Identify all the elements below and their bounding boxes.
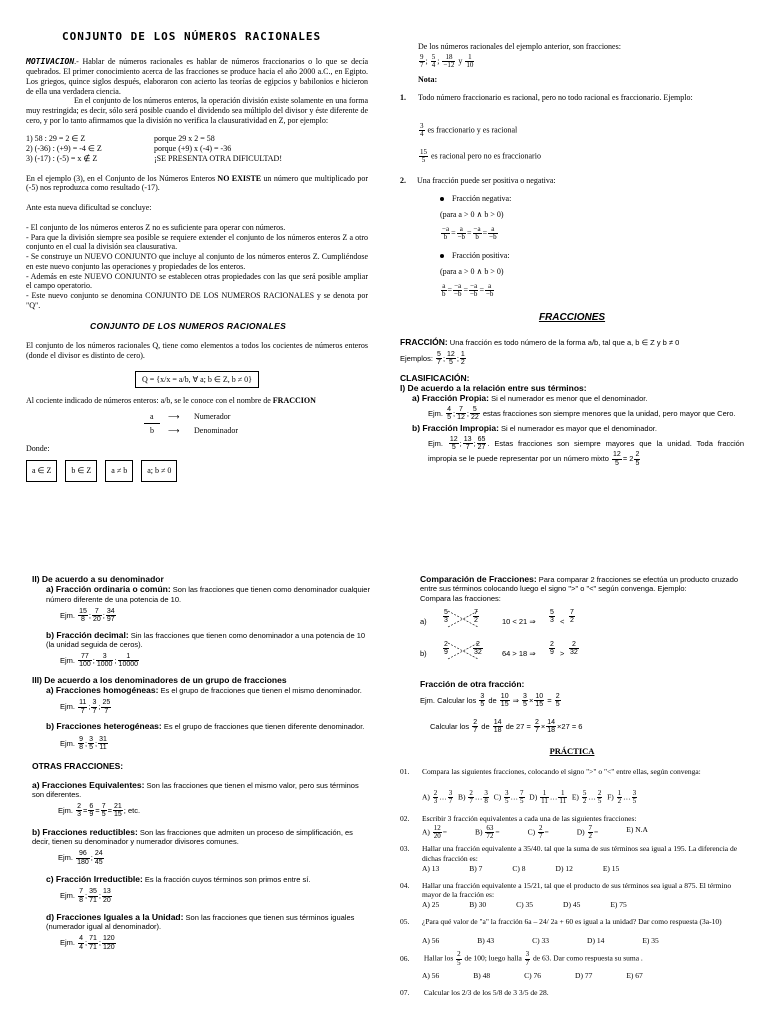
example-3: 3) (-17) : (-5) = x ∉ Z — [26, 153, 98, 163]
exercise-02-options: A) $\frac{12}{20}$ = B) $\frac{63}{72}$ = C) $\frac{2}{7}$ = D) $\frac{7}{2}$ = E) N.A — [422, 823, 648, 841]
cross-arrows-icon — [446, 639, 482, 663]
decimal-label: b) Fracción decimal: — [46, 629, 129, 640]
homogeneas-def: Es el grupo de fracciones que tienen el mismo denominador. — [158, 686, 362, 696]
fraction-parts-diagram — [26, 412, 368, 440]
irreductible-example: Ejm. $\frac{7}{8}$ ; $\frac{35}{71}$ ; $\frac{13}{20}$ — [60, 888, 111, 904]
option: A) 56 — [422, 936, 440, 946]
paragraph-no-existe — [26, 174, 368, 194]
option: D) 77 — [575, 970, 593, 980]
irreductible-block — [46, 874, 372, 904]
paragraph-division: En el conjunto de los números enteros, la operación división existe solamente en una forma muy restringida; es decir, sólo será posible cuando el dividendo sea múltiplo del divisor y éste diferente de cero, y por lo tanto afirmamos que la división no verifica la clausuratividad en Z, por ejemplo: — [26, 96, 368, 125]
otra-ej-label: Ejm. Calcular los — [420, 695, 477, 705]
example-2: 2) (-36) : (+9) = -4 ∈ Z — [26, 143, 102, 153]
numerator-letter: a — [150, 412, 154, 422]
irreductible-label: c) Fracción Irreductible: — [46, 873, 143, 884]
de-text: de — [481, 721, 490, 731]
heterogeneas-def: Es el grupo de fracciones que tienen diferente denominador. — [161, 722, 365, 732]
comparison-b-label: b) — [420, 648, 427, 658]
example-2-reason: porque (+9) x (-4) = -36 — [154, 143, 232, 153]
set-definition-wrap — [26, 371, 368, 389]
exercise-01-text: Compara las siguientes fracciones, colocando el signo ">" o "<" entre ellas, según convenga: — [422, 766, 701, 776]
bullet-icon — [440, 254, 444, 258]
heterogeneas-label: b) Fracciones heterogéneas: — [46, 721, 162, 732]
section-subtitle: CONJUNTO DE LOS NUMEROS RACIONALES — [90, 320, 287, 331]
note-2-text: Una fracción puede ser positiva o negativa: — [417, 176, 556, 186]
left-bottom-column — [32, 574, 372, 951]
negative-equation: $\frac{-a}{b}$ = $\frac{a}{-b}$ = $\frac{-a}{b}$ = $\frac{a}{-b}$ — [442, 224, 497, 241]
homogeneas-example: Ejm. $\frac{11}{7}$ ; $\frac{3}{7}$ ; $\frac{25}{7}$ — [60, 699, 111, 715]
comparison-b-text: 64 > 18 ⇒ — [502, 648, 536, 658]
exercise-04-text: Hallar una fracción equivalente a 15/21, tal que el producto de sus términos sea igual a 875. El término mayor de la fracción es: — [422, 880, 732, 899]
note-2-number: 2. — [400, 176, 406, 186]
heterogeneas-block — [46, 721, 372, 751]
intro-fractions: $\frac{9}{7}$ ; $\frac{5}{4}$ ; $\frac{18}{-12}$ y $\frac{1}{10}$ — [420, 52, 474, 70]
option: D) 45 — [563, 899, 581, 909]
ejm-label: Ejm. — [428, 438, 443, 448]
exercise-04-options — [422, 900, 744, 909]
exercise-02 — [400, 814, 744, 823]
exercise-number: 07. — [400, 988, 410, 998]
exercise-number: 04. — [400, 880, 410, 890]
fraccion-definition — [400, 337, 744, 347]
comparison-a-label: a) — [420, 616, 427, 626]
ejemplos-label: Ejemplos: — [400, 353, 433, 363]
ordinaria-def: Son las fracciones que tienen como denominador cualquier número diferente de una potencia de 10. — [46, 585, 370, 604]
denominator-label: Denominador — [194, 426, 238, 436]
condition-box-2: b ∈ Z — [65, 460, 97, 482]
equivalentes-label: a) Fracciones Equivalentes: — [32, 779, 145, 790]
impropia-example-text: . Estas fracciones son siempre mayores que la unidad. Toda fracción impropia se le puede representar por un número mixto — [428, 438, 744, 464]
exercise-02-text: Escribir 3 fracción equivalentes a cada una de las siguientes fracciones: — [422, 813, 637, 823]
unidad-label: d) Fracciones Iguales a la Unidad: — [46, 911, 184, 922]
note-1-example-b: $\frac{15}{5}$ es racional pero no es fraccionario — [420, 147, 541, 164]
propia-label: a) Fracción Propia: — [412, 393, 489, 404]
arrow-icon: ⟶ — [168, 426, 180, 436]
option: C) 76 — [524, 970, 542, 980]
reductibles-label: b) Fracciones reductibles: — [32, 826, 138, 837]
practica-heading: PRÁCTICA — [549, 746, 595, 757]
exercise-05-options — [422, 936, 744, 945]
clasificacion-1-heading: I) De acuerdo a la relación entre sus términos: — [400, 383, 587, 394]
reductibles-block — [32, 827, 372, 866]
decimal-example: Ejm. $\frac{77}{100}$ ; $\frac{3}{1000}$ ; $\frac{1}{10000}$ — [60, 653, 139, 669]
conclusion-2: - Para que la división siempre sea posible se requiere extender el conjunto de los números enteros Z a otro conjunto en el cual la división sea clausurativa. — [26, 232, 368, 252]
note-1b-text: es racional pero no es fraccionario — [431, 151, 541, 161]
denominator-letter: b — [150, 426, 154, 436]
reductibles-example: Ejm. $\frac{96}{180}$ ; $\frac{24}{45}$ — [58, 850, 103, 866]
numerator-label: Numerador — [194, 412, 231, 422]
exercise-03-options — [422, 864, 744, 873]
impropia-def: Si el numerador es mayor que el denominador. — [498, 424, 657, 434]
exercise-06-text-b: de 100; luego halla — [464, 953, 522, 963]
fractions-intro: De los números racionales del ejemplo anterior, son fracciones: — [418, 42, 621, 51]
exercise-06-text-c: de 63. Dar como respuesta su suma . — [533, 953, 643, 963]
conditions-boxes — [26, 460, 368, 482]
equivalentes-def: Son las fracciones que tienen el mismo valor, pero sus términos son diferentes. — [32, 780, 359, 799]
example-1-reason: porque 29 x 2 = 58 — [154, 133, 215, 143]
positive-fraction — [440, 251, 744, 261]
ejm-label: Ejm. — [58, 853, 73, 863]
exercise-03-text: Hallar una fracción equivalente a 35/40. tal que la suma de sus términos sea igual a 195. La diferencia de dichas fracción es: — [422, 844, 738, 863]
positive-condition: (para a > 0 ∧ b > 0) — [440, 267, 504, 276]
heterogeneas-example: Ejm. $\frac{9}{8}$ ; $\frac{3}{5}$ ; $\frac{31}{11}$ — [60, 735, 107, 751]
fraction-bar — [144, 423, 160, 424]
note-1 — [400, 93, 744, 103]
exercise-05-text: ¿Para qué valor de "a" la fracción 6a – 24/ 2a + 60 es igual a la unidad? Dar como respuesta (3a-10) — [422, 916, 722, 926]
option: D) 14 — [587, 936, 605, 946]
set-definition-box: Q = {x/x = a/b, ∀ a; b ∈ Z, b ≠ 0} — [135, 371, 259, 389]
option: D) 12 — [555, 863, 573, 873]
exercise-05 — [400, 917, 744, 926]
exercise-04 — [400, 880, 744, 899]
exercise-01-options: A) $\frac{2}{3}$ … $\frac{3}{7}$ B) $\frac{2}{7}$ … $\frac{3}{8}$ C) $\frac{3}{5}$ … $\frac{7}{5}$ D) $\frac{1}{11}$ … $\frac{1}{11}$ E) $\frac{5}{2}$ … $\frac{2}{5}$ F) $\frac{1}{2}$ … $\frac{3}{5}$ — [422, 788, 637, 806]
clasificacion-heading: CLASIFICACIÓN: — [400, 372, 470, 383]
ejm-label: Ejm. — [428, 408, 443, 418]
p3-bold: NO EXISTE — [217, 173, 262, 183]
negative-condition: (para a > 0 ∧ b > 0) — [440, 209, 504, 219]
bullet-icon — [440, 197, 444, 201]
option: E) 15 — [602, 863, 620, 873]
ejm-label: Ejm. — [60, 738, 75, 748]
impropia-example: Ejm. $\frac{12}{5}$ ; $\frac{13}{7}$ ; $\frac{65}{27}$ . Estas fracciones son siempre mayores que la unidad. Toda fracción impropia se le puede representar por un número mixto $\frac{12}{5}$ = 2 $\frac{2}{5}$ — [428, 435, 744, 467]
left-top-column — [26, 30, 368, 482]
conclusion-5: - Este nuevo conjunto se denomina CONJUNTO DE LOS NUMEROS RACIONALES y se denota por "Q". — [26, 291, 368, 310]
p6-bold: FRACCION — [272, 396, 316, 406]
exercise-number: 02. — [400, 813, 410, 823]
option: A) 13 — [422, 863, 440, 873]
compara-label: Compara las fracciones: — [420, 593, 501, 603]
otra-fraccion-example-1: Ejm. Calcular los $\frac{3}{5}$ de $\frac{10}{15}$ ⇒ $\frac{3}{5}$ × $\frac{10}{15}$ = $\frac{2}{5}$ — [420, 693, 560, 709]
condition-box-3: a ≠ b — [105, 460, 133, 482]
fraccion-examples: Ejemplos: $\frac{5}{7}$ ; $\frac{12}{5}$ ; $\frac{1}{2}$ — [400, 350, 465, 367]
comparacion-def: Para comparar 2 fracciones se efectúa un producto cruzado entre sus términos colocando luego el signo ">" o "<" según convenga. Ejemplo: — [420, 575, 739, 594]
impropia-label: b) Fracción Impropia: — [412, 423, 499, 434]
equivalentes-block — [32, 780, 372, 819]
donde-label: Donde: — [26, 444, 50, 454]
note-1-text: Todo número fraccionario es racional, pero no todo racional es fraccionario. Ejemplo: — [418, 93, 693, 103]
comparison-a-text: 10 < 21 ⇒ — [502, 616, 536, 626]
impropia-heading — [412, 423, 744, 433]
page-title: CONJUNTO DE LOS NÚMEROS RACIONALES — [62, 30, 322, 43]
option: A) 56 — [422, 970, 440, 980]
exercise-06: 06. Hallar los $\frac{2}{5}$ de 100; luego halla $\frac{3}{7}$ de 63. Dar como respuesta su suma . — [400, 950, 643, 967]
irreductible-def: Es la fracción cuyos términos son primos entre sí. — [142, 874, 311, 884]
nota-label: Nota: — [418, 75, 438, 85]
p3-text-a: En el ejemplo (3), en el Conjunto de los Números Enteros — [26, 173, 218, 183]
ordinaria-example: Ejm. $\frac{15}{8}$ ; $\frac{7}{20}$ ; $\frac{34}{97}$ — [60, 607, 115, 624]
exercise-number: 01. — [400, 766, 410, 776]
note-2 — [400, 176, 744, 186]
propia-example: Ejm. $\frac{4}{5}$ ; $\frac{7}{12}$ ; $\frac{5}{22}$ estas fracciones son siempre menores que la unidad, pero mayor que Cero. — [428, 405, 736, 422]
ejm-label: Ejm. — [58, 805, 73, 815]
exercise-02-option-e: E) N.A — [626, 824, 648, 834]
condition-box-1: a ∈ Z — [26, 460, 57, 482]
option: E) 75 — [610, 899, 627, 909]
exercise-01 — [400, 767, 744, 776]
denominador-heading: II) De acuerdo a su denominador — [32, 574, 164, 584]
ejm-label: Ejm. — [60, 891, 75, 901]
calc2-label: Calcular los — [430, 721, 470, 731]
option: C) 33 — [532, 936, 550, 946]
unidad-block — [46, 912, 372, 951]
fraccion-def-text: Una fracción es todo número de la forma a/b, tal que a, b ∈ Z y b ≠ 0 — [447, 337, 680, 347]
example-1: 1) 58 : 29 = 2 ∈ Z — [26, 133, 86, 143]
ejm-label: Ejm. — [60, 938, 75, 948]
motivacion-text: .- Hablar de números racionales es hablar de números fraccionarios o lo que se decía quebrados. El primer conocimiento acerca de las fracciones se produce hacia el año 2000 a.C., en Egipto. Los griegos, quince siglos después, elaboraron con acierto las teorías de egipcios y babilonios e hicieron de ella una verdadera ciencia. — [26, 57, 368, 96]
homogeneas-label: a) Fracciones homogéneas: — [46, 685, 159, 696]
ejm-label: Ejm. — [60, 610, 75, 620]
motivacion-paragraph — [26, 57, 368, 96]
right-bottom-column — [400, 574, 744, 997]
paragraph-concluye: Ante esta nueva dificultad se concluye: — [26, 203, 152, 213]
paragraph-q-def: El conjunto de los números racionales Q, tiene como elementos a todos los cocientes de números enteros (donde el divisor es distinto de cero). — [26, 341, 368, 360]
exercise-number: 05. — [400, 916, 410, 926]
de27-text: de 27 = — [505, 721, 531, 731]
condition-box-4: a; b ≠ 0 — [141, 460, 177, 482]
positive-equation: $\frac{a}{b}$ = $\frac{-a}{-b}$ = $\frac{-a}{-b}$ = $\frac{a}{-b}$ — [442, 281, 494, 299]
propia-def: Si el numerador es menor que el denominador. — [489, 394, 648, 404]
conclusion-1: - El conjunto de los números enteros Z no es suficiente para operar con números. — [26, 222, 286, 232]
conclusion-4: - Además en este NUEVO CONJUNTO se establecen otras propiedades con las que será posible ampliar el campo operatorio. — [26, 271, 368, 291]
exercise-07-text: Calcular los 2/3 de los 5/8 de 3 3/5 de 28. — [423, 988, 549, 998]
negative-fraction — [440, 194, 744, 204]
option: B) 30 — [469, 899, 487, 909]
comparacion-block — [420, 574, 744, 594]
ejm-label: Ejm. — [60, 655, 75, 665]
comparacion-label: Comparación de Fracciones: — [420, 574, 537, 584]
positive-label: Fracción positiva: — [452, 251, 510, 261]
otra-fraccion-heading: Fracción de otra fracción: — [420, 678, 525, 689]
homogeneas-block — [46, 685, 372, 715]
etc-text: ; etc. — [123, 805, 141, 815]
option: E) 35 — [642, 936, 659, 946]
exercise-06-options — [422, 971, 744, 980]
unidad-example: Ejm. $\frac{4}{4}$ ; $\frac{71}{71}$ ; $\frac{120}{120}$ — [60, 935, 115, 951]
equivalentes-example: Ejm. $\frac{2}{3}$ = $\frac{6}{9}$ = $\frac{7}{5}$ = $\frac{21}{15}$ ; etc. — [58, 803, 141, 819]
unidad-def: Son las fracciones que tienen sus términos iguales (numerador igual al denominador). — [46, 912, 355, 932]
p6-text: Al cociente indicado de números enteros: a/b, se le conoce con el nombre de — [26, 396, 273, 406]
reductibles-def: Son las fracciones que admiten un proceso de simplificación, es decir, tienen su denominador y numerador divisores comunes. — [32, 827, 353, 847]
propia-block — [412, 393, 744, 467]
option: A) 25 — [422, 899, 440, 909]
exercise-number: 03. — [400, 844, 410, 854]
fracciones-title: FRACCIONES — [538, 312, 606, 324]
exercise-03 — [400, 844, 744, 863]
note-1-number: 1. — [400, 93, 406, 103]
note-1a-text: es fraccionario y es racional — [427, 125, 518, 135]
exercise-number: 06. — [400, 953, 410, 963]
p3-text-c: un número que multiplicado por (-5) nos reproduzca como resultado (-17). — [26, 173, 368, 193]
comparison-examples: a) $\frac{5}{3}$ $\frac{7}{2}$ 10 < 21 ⇒ $\frac{5}{3}$ < $\frac{7}{2}$ b) $\frac{2}{9}$ $\frac{2}{32}$ 64 > 18 ⇒ $\frac{2}{9}$ > $\frac{2}{32}$ — [420, 603, 744, 673]
arrow-icon: ⟶ — [168, 412, 180, 422]
de-text: de — [488, 695, 497, 705]
decimal-block — [46, 630, 372, 669]
otra-fraccion-example-2: Calcular los $\frac{2}{7}$ de $\frac{14}{18}$ de 27 = $\frac{2}{7}$ × $\frac{14}{18}$ ×27 = 6 — [430, 718, 583, 735]
motivacion-label: MOTIVACION — [26, 57, 75, 67]
option: B) 48 — [473, 970, 491, 980]
negative-label: Fracción negativa: — [452, 194, 512, 204]
example-3-note: ¡SE PRESENTA OTRA DIFICULTAD! — [154, 153, 282, 163]
option: C) 35 — [516, 899, 534, 909]
otras-fracciones-heading: OTRAS FRACCIONES: — [32, 761, 124, 772]
cross-arrows-icon — [446, 607, 482, 631]
option: B) 43 — [477, 936, 495, 946]
exercise-07 — [400, 988, 744, 997]
decimal-def: Sin las fracciones que tienen como denominador a una potencia de 10 (la unidad seguida de ceros). — [46, 630, 366, 649]
grupo-heading: III) De acuerdo a los denominadores de un grupo de fracciones — [32, 674, 287, 685]
conclusion-3: - Se construye un NUEVO CONJUNTO que incluye al conjunto de los números enteros Z. Cumpliéndose en este nuevo conjunto las operaciones y propiedades de los enteros. — [26, 252, 368, 271]
note-1-example-a: $\frac{3}{4}$ es fraccionario y es racional — [420, 121, 518, 139]
option: B) 7 — [469, 863, 483, 873]
right-top-column — [400, 42, 744, 467]
option: E) 67 — [626, 970, 643, 980]
ejm-label: Ejm. — [60, 702, 75, 712]
fraccion-label: FRACCIÓN: — [400, 336, 448, 347]
option: C) 8 — [512, 863, 526, 873]
ordinaria-block — [46, 584, 372, 623]
propia-example-text: estas fracciones son siempre menores que la unidad, pero mayor que Cero. — [482, 408, 736, 418]
ordinaria-label: a) Fracción ordinaria o común: — [46, 584, 171, 595]
division-examples — [26, 134, 368, 164]
exercise-06-text-a: Hallar los — [423, 953, 454, 963]
paragraph-fraccion — [26, 396, 368, 406]
